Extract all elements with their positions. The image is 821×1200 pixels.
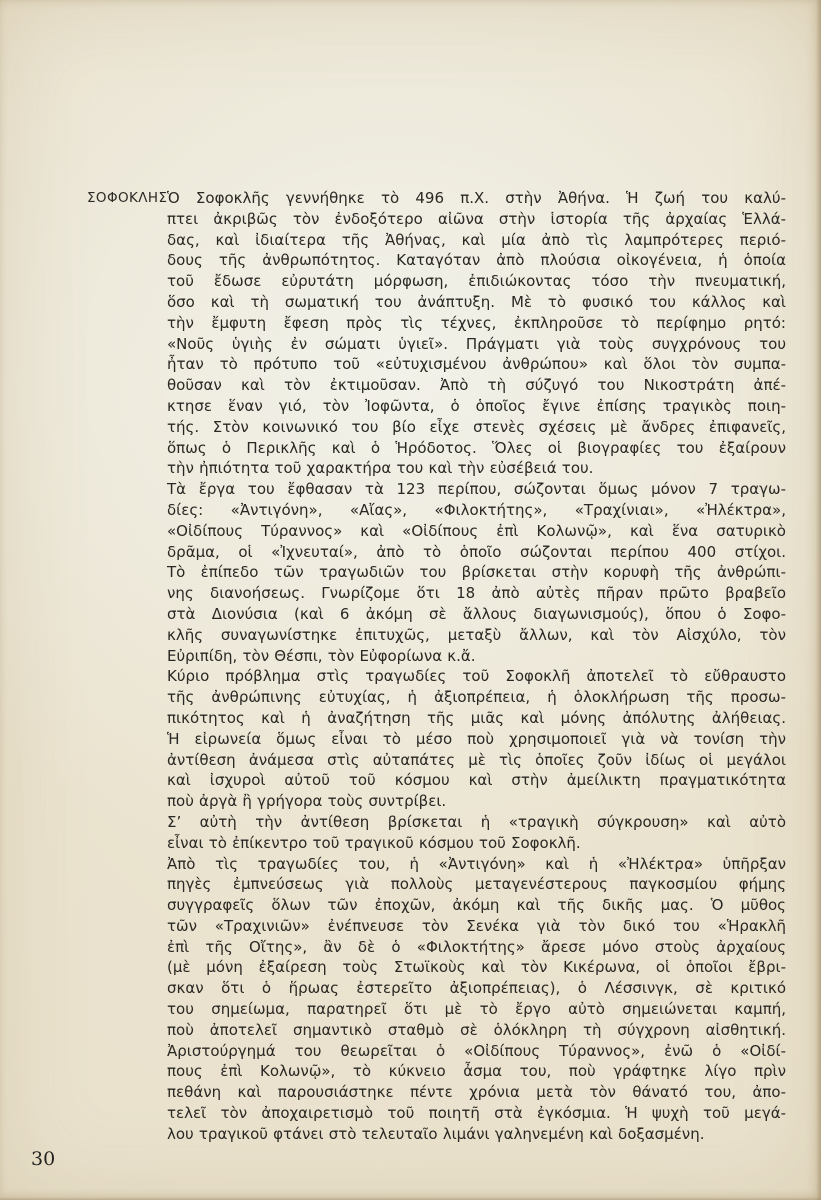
text-line: «Νοῦς ὑγιὴς ἐν σώματι ὑγιεῖ». Πράγματι γιὰ τοὺς συγχρόνους του [167,334,786,353]
body-text [167,188,786,1145]
text-line: ποὺ ἀργὰ ἢ γρήγορα τοὺς συντρίβει. [167,792,447,811]
text-line: «Οἰδίπους Τύραννος» καὶ «Οἰδίπους ἐπὶ Κολωνῷ», καὶ ἕνα σατυρικὸ [167,521,786,540]
text-line: δρᾶμα, οἱ «Ἰχνευταί», ἀπὸ τὸ ὁποῖο σώζονται περίπου 400 στίχοι. [167,542,786,561]
text-line: καὶ ἰσχυροὶ αὐτοῦ τοῦ κόσμου καὶ στὴν ἀμείλικτη πραγματικότητα [167,771,786,790]
text-line: κτησε ἕναν γιό, τὸν Ἰοφῶντα, ὁ ὁποῖος ἔγινε ἐπίσης τραγικὸς ποιη- [167,396,786,415]
text-line: λου τραγικοῦ φτάνει στὸ τελευταῖο λιμάνι γαληνεμένη καὶ δοξασμένη. [167,1124,705,1143]
text-line: εἶναι τὸ ἐπίκεντρο τοῦ τραγικοῦ κόσμου τοῦ Σοφοκλῆ. [167,833,581,852]
text-line: ἦταν τὸ πρότυπο τοῦ «εὐτυχισμένου ἀνθρώπου» καὶ ὅλοι τὸν συμπα- [167,355,786,374]
page-number: 30 [31,1148,56,1170]
text-line: Ἀπὸ τὶς τραγωδίες του, ἡ «Ἀντιγόνη» καὶ ἡ «Ἠλέκτρα» ὑπῆρξαν [167,854,786,873]
text-line: δίες: «Ἀντιγόνη», «Αἴας», «Φιλοκτήτης», «Τραχίνιαι», «Ἠλέκτρα», [167,500,786,519]
text-line: τοῦ ἔδωσε εὐρυτάτη μόρφωση, ἐπιδιώκοντας τόσο τὴν πνευματική, [167,272,786,291]
text-line: πικότητος καὶ ἡ ἀναζήτηση τῆς μιᾶς καὶ μόνης ἀπόλυτης ἀλήθειας. [167,708,786,727]
text-line: νης διανοήσεως. Γνωρίζομε ὅτι 18 ἀπὸ αὐτὲς πῆραν πρῶτο βραβεῖο [167,584,786,603]
text-line: ὅπως ὁ Περικλῆς καὶ ὁ Ἡρόδοτος. Ὅλες οἱ βιογραφίες του ἐξαίρουν [167,438,786,457]
margin-heading-sophocles: ΣΟΦΟΚΛΗΣ [87,190,168,206]
text-line: δας, καὶ ἰδιαίτερα τῆς Ἀθήνας, καὶ μία ἀπὸ τὶς λαμπρότερες περιό- [167,230,786,249]
text-line: ὅσο καὶ τὴ σωματική του ἀνάπτυξη. Μὲ τὸ φυσικό του κάλλος καὶ [167,292,786,311]
text-line: πους ἐπὶ Κολωνῷ», τὸ κύκνειο ἆσμα του, ποὺ γράφτηκε λίγο πρὶν [167,1062,786,1081]
text-line: ἀντίθεση ἀνάμεσα στὶς αὐταπάτες μὲ τὶς ὁποῖες ζοῦν ἰδίως οἱ μεγάλοι [167,750,786,769]
text-line: Τὰ ἔργα του ἔφθασαν τὰ 123 περίπου, σώζονται ὅμως μόνον 7 τραγω- [167,480,786,499]
text-line: ἐπὶ τῆς Οἴτης», ἂν δὲ ὁ «Φιλοκτήτης» ἄρεσε μόνο στοὺς ἀρχαίους [167,937,786,956]
text-line: σκαν ὅτι ὁ ἥρωας ἐστερεῖτο ἀξιοπρέπειας), ὁ Λέσσινγκ, σὲ κριτικό [167,979,786,998]
text-line: τής. Στὸν κοινωνικό του βίο εἶχε στενὲς σχέσεις μὲ ἄνδρες ἐπιφανεῖς, [167,417,786,436]
scan-right-edge [816,0,821,1200]
text-line: στὰ Διονύσια (καὶ 6 ἀκόμη σὲ ἄλλους διαγωνισμούς), ὅπου ὁ Σοφο- [167,604,786,623]
paragraph [167,666,786,812]
text-line: τῶν «Τραχινιῶν» ἐνέπνευσε τὸν Σενέκα γιὰ τὸν δικό του «Ἡρακλῆ [167,916,786,935]
text-line: δους τῆς ἀνθρωπότητος. Καταγόταν ἀπὸ πλούσια οἰκογένεια, ἡ ὁποία [167,251,786,270]
text-line: πτει ἀκριβῶς τὸν ἐνδοξότερο αἰῶνα στὴν ἱστορία τῆς ἀρχαίας Ἑλλά- [167,209,786,228]
text-line: τελεῖ τὸν ἀποχαιρετισμὸ τοῦ ποιητῆ στὰ ἐγκόσμια. Ἡ ψυχὴ τοῦ μεγά- [167,1104,786,1123]
paragraph [167,812,786,854]
text-line: Σ’ αὐτὴ τὴν ἀντίθεση βρίσκεται ἡ «τραγικὴ σύγκρουση» καὶ αὐτὸ [167,812,786,831]
text-line: Ἡ εἰρωνεία ὅμως εἶναι τὸ μέσο ποὺ χρησιμοποιεῖ γιὰ νὰ τονίση τὴν [167,729,786,748]
paragraph [167,479,786,666]
text-line: συγγραφεῖς ὅλων τῶν ἐποχῶν, ἀκόμη καὶ τῆς δικῆς μας. Ὁ μῦθος [167,896,786,915]
text-line: τῆς ἀνθρώπινης εὐτυχίας, ἡ ἀξιοπρέπεια, ἡ ὁλοκλήρωση τῆς προσω- [167,688,786,707]
text-line: Τὸ ἐπίπεδο τῶν τραγωδιῶν του βρίσκεται στὴν κορυφὴ τῆς ἀνθρώπι- [167,563,786,582]
paragraph [167,188,786,479]
text-line: ποὺ ἀποτελεῖ σημαντικὸ σταθμὸ σὲ ὁλόκληρη τὴ σύγχρονη αἰσθητική. [167,1020,786,1039]
text-line: (μὲ μόνη ἐξαίρεση τοὺς Στωϊκοὺς καὶ τὸν Κικέρωνα, οἱ ὁποῖοι ἔβρι- [167,958,786,977]
text-line: του σημείωμα, παρατηρεῖ ὅτι μὲ τὸ ἔργο αὐτὸ σημειώνεται καμπή, [167,1000,786,1019]
text-line: Εὐριπίδη, τὸν Θέσπι, τὸν Εὐφορίωνα κ.ἄ. [167,646,476,665]
text-line: κλῆς συναγωνίστηκε ἐπιτυχῶς, μεταξὺ ἄλλων, καὶ τὸν Αἰσχύλο, τὸν [167,625,786,644]
text-line: πηγὲς ἐμπνεύσεως γιὰ πολλοὺς μεταγενέστερους παγκοσμίου φήμης [167,875,786,894]
text-line: Ὁ Σοφοκλῆς γεννήθηκε τὸ 496 π.Χ. στὴν Ἀθήνα. Ἡ ζωή του καλύ- [167,189,786,207]
text-line: Κύριο πρόβλημα στὶς τραγωδίες τοῦ Σοφοκλῆ ἀποτελεῖ τὸ εὔθραυστο [167,667,786,686]
text-line: πεθάνη καὶ παρουσιάστηκε πέντε χρόνια μετὰ τὸν θάνατό του, ἀπο- [167,1083,786,1102]
paragraph [167,854,786,1145]
text-line: θοῦσαν καὶ τὸν ἐκτιμοῦσαν. Ἀπὸ τὴ σύζυγό του Νικοστράτη ἀπέ- [167,376,786,395]
text-line: Ἀριστούργημά του θεωρεῖται ὁ «Οἰδίπους Τύραννος», ἐνῶ ὁ «Οἰδί- [167,1041,786,1060]
text-line: τὴν ἔμφυτη ἔφεση πρὸς τὶς τέχνες, ἐκπληροῦσε τὸ περίφημο ρητό: [167,313,786,332]
text-line: τὴν ἠπιότητα τοῦ χαρακτήρα του καὶ τὴν εὐσέβειά του. [167,459,594,478]
